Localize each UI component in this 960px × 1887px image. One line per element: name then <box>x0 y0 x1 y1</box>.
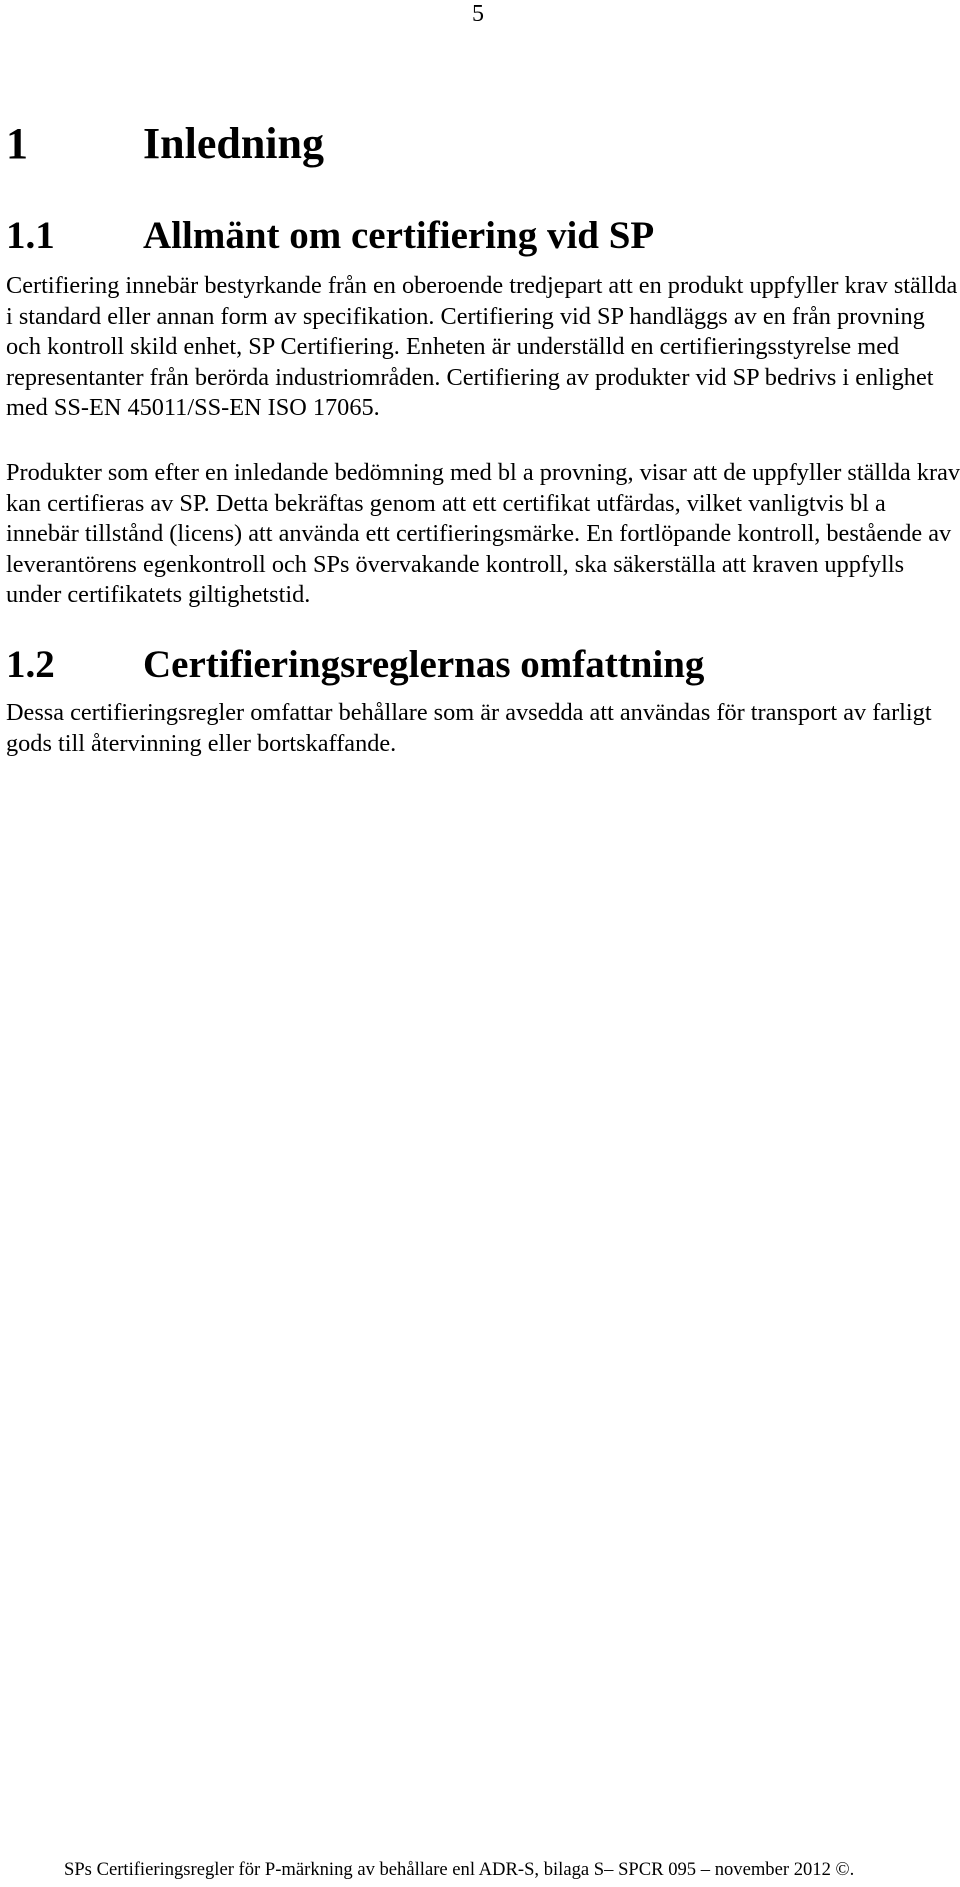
chapter-title: Inledning <box>143 119 324 168</box>
section-number: 1.2 <box>6 643 55 686</box>
chapter-number: 1 <box>6 119 28 168</box>
paragraph-certification-intro: Certifiering innebär bestyrkande från en oberoende tredjepart att en produkt uppfyller krav ställda i standard eller annan form av specifikation. Certifiering vid SP handläggs av en från provning och kontroll skild enhet, SP Certifiering. Enheten är underställd en certifieringsstyrelse med representanter från berörda industriområden. Certifiering av produkter vid SP bedrivs i enlighet med SS-EN 45011/SS-EN ISO 17065. <box>6 272 958 421</box>
chapter-heading <box>6 118 324 170</box>
section-title: Certifieringsreglernas omfattning <box>143 643 705 686</box>
page-number: 5 <box>472 1 484 27</box>
paragraph-certification-process: Produkter som efter en inledande bedömning med bl a provning, visar att de uppfyller ställda krav kan certifieras av SP. Detta bekräftas genom att ett certifikat utfärdas, vilket vanligtvis bl a innebär tillstånd (licens) att använda ett certifieringsmärke. En fortlöpande kontroll, bestående av leverantörens egenkontroll och SPs övervakande kontroll, ska säkerställa att kraven uppfylls under certifikatets giltighetstid. <box>6 459 960 608</box>
section-heading-1-2 <box>6 642 704 688</box>
section-title: Allmänt om certifiering vid SP <box>143 214 655 257</box>
section-number: 1.1 <box>6 214 55 257</box>
section-heading-1-1 <box>6 213 654 259</box>
paragraph-scope: Dessa certifieringsregler omfattar behållare som är avsedda att användas för transport av farligt gods till återvinning eller bortskaffande. <box>6 699 932 757</box>
page-footer: SPs Certifieringsregler för P-märkning av behållare enl ADR-S, bilaga S– SPCR 095 – november 2012 ©. <box>64 1859 855 1880</box>
